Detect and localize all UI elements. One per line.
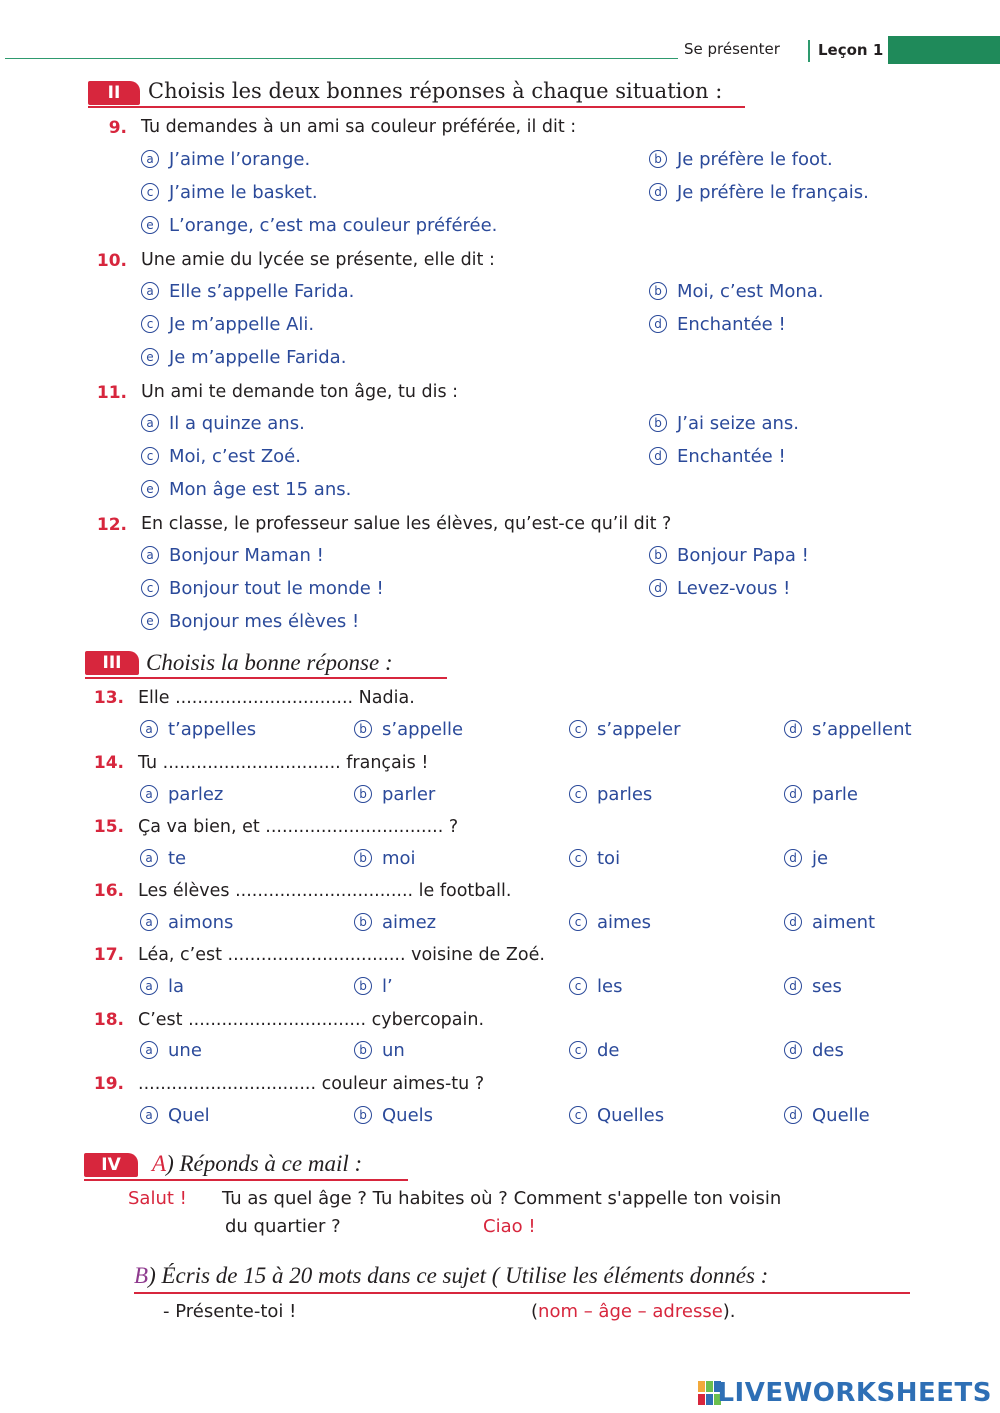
q12-option-c[interactable]	[141, 578, 384, 599]
option-text: Levez-vous !	[677, 578, 791, 599]
option-text: J’aime le basket.	[169, 182, 318, 203]
question-12-number: 12.	[96, 515, 127, 535]
option-text: Enchantée !	[677, 314, 786, 335]
option-letter-icon: c	[141, 447, 159, 465]
header-lesson: Leçon 1	[818, 41, 884, 59]
writing-task: - Présente-toi !	[163, 1301, 297, 1322]
mail-line-1: Tu as quel âge ? Tu habites où ? Comment s'appelle ton voisin	[222, 1188, 782, 1209]
option-text: Enchantée !	[677, 446, 786, 467]
q14-option-a[interactable]	[140, 784, 223, 805]
option-text: aiment	[812, 912, 876, 933]
option-text: un	[382, 1040, 405, 1061]
liveworksheets-logo[interactable]: LIVEWORKSHEETS	[717, 1378, 992, 1408]
question-13-text: Elle ................................ Nadia.	[138, 688, 415, 708]
writing-elements	[531, 1301, 736, 1322]
q9-option-c[interactable]	[141, 182, 318, 203]
question-16-number: 16.	[93, 881, 124, 901]
option-text: aimons	[168, 912, 234, 933]
section-4b-underline	[134, 1292, 910, 1294]
header-rule	[5, 58, 678, 59]
q13-option-d[interactable]	[784, 719, 912, 740]
option-text: aimez	[382, 912, 437, 933]
option-letter-icon: a	[141, 546, 159, 564]
option-text: Bonjour mes élèves !	[169, 611, 360, 632]
paren-open: (	[531, 1301, 539, 1322]
q13-option-a[interactable]	[140, 719, 256, 740]
q19-option-d[interactable]	[784, 1105, 870, 1126]
option-letter-icon: c	[141, 315, 159, 333]
option-text: Je préfère le français.	[677, 182, 869, 203]
q12-option-e[interactable]	[141, 611, 359, 632]
question-15-text: Ça va bien, et ................................ ?	[138, 817, 459, 837]
section-2-badge: II	[88, 81, 140, 105]
q13-option-b[interactable]	[354, 719, 463, 740]
question-15-number: 15.	[93, 817, 124, 837]
option-text: Je m’appelle Farida.	[169, 347, 347, 368]
option-letter-icon: a	[141, 282, 159, 300]
option-text: Bonjour Papa !	[677, 545, 809, 566]
option-letter-icon: c	[569, 1106, 587, 1124]
option-letter-icon: d	[649, 579, 667, 597]
q14-option-b[interactable]	[354, 784, 435, 805]
option-text: Bonjour tout le monde !	[169, 578, 384, 599]
option-letter-icon: c	[141, 579, 159, 597]
option-text: l’	[382, 976, 393, 997]
q11-option-a[interactable]	[141, 413, 305, 434]
part-a-letter: A	[152, 1151, 167, 1176]
option-text: Je préfère le foot.	[677, 149, 833, 170]
q18-option-d[interactable]	[784, 1040, 844, 1061]
q15-option-c[interactable]	[569, 848, 620, 869]
option-text: les	[597, 976, 623, 997]
paren-close: ).	[722, 1301, 736, 1322]
option-text: t’appelles	[168, 719, 257, 740]
option-text: L’orange, c’est ma couleur préférée.	[169, 215, 498, 236]
q10-option-b[interactable]	[649, 281, 824, 302]
option-letter-icon: e	[141, 480, 159, 498]
q11-option-c[interactable]	[141, 446, 301, 467]
option-letter-icon: e	[141, 348, 159, 366]
question-19-text: ................................ couleur aimes-tu ?	[138, 1074, 485, 1094]
option-text: te	[168, 848, 187, 869]
question-18-number: 18.	[93, 1010, 124, 1030]
option-letter-icon: d	[784, 1106, 802, 1124]
option-letter-icon: d	[649, 315, 667, 333]
option-text: ses	[812, 976, 842, 997]
q10-option-d[interactable]	[649, 314, 786, 335]
q9-option-b[interactable]	[649, 149, 833, 170]
q16-option-d[interactable]	[784, 912, 875, 933]
q10-option-c[interactable]	[141, 314, 314, 335]
q12-option-b[interactable]	[649, 545, 809, 566]
q17-option-b[interactable]	[354, 976, 393, 997]
q19-option-a[interactable]	[140, 1105, 210, 1126]
option-text: Moi, c’est Zoé.	[169, 446, 301, 467]
option-letter-icon: d	[784, 849, 802, 867]
option-text: Quelle	[812, 1105, 870, 1126]
q15-option-d[interactable]	[784, 848, 828, 869]
option-text: J’aime l’orange.	[169, 149, 311, 170]
option-text: s’appellent	[812, 719, 912, 740]
question-19-number: 19.	[93, 1074, 124, 1094]
q19-option-b[interactable]	[354, 1105, 433, 1126]
option-letter-icon: a	[140, 1041, 158, 1059]
q17-option-d[interactable]	[784, 976, 842, 997]
option-text: Quelles	[597, 1105, 665, 1126]
option-text: Je m’appelle Ali.	[169, 314, 315, 335]
option-letter-icon: a	[140, 849, 158, 867]
question-17-number: 17.	[93, 945, 124, 965]
option-letter-icon: c	[569, 720, 587, 738]
question-13-number: 13.	[93, 688, 124, 708]
option-letter-icon: a	[141, 150, 159, 168]
q15-option-a[interactable]	[140, 848, 186, 869]
option-letter-icon: c	[569, 1041, 587, 1059]
option-text: toi	[597, 848, 621, 869]
mail-signoff: Ciao !	[483, 1216, 536, 1237]
header-green-bar	[888, 36, 1000, 64]
option-letter-icon: a	[140, 1106, 158, 1124]
q18-option-c[interactable]	[569, 1040, 620, 1061]
q12-option-a[interactable]	[141, 545, 324, 566]
part-a-title-text: ) Réponds à ce mail :	[166, 1151, 363, 1176]
option-letter-icon: a	[140, 720, 158, 738]
header-title: Se présenter	[684, 40, 780, 58]
q19-option-c[interactable]	[569, 1105, 664, 1126]
header-separator	[808, 40, 810, 62]
option-letter-icon: c	[569, 785, 587, 803]
option-letter-icon: b	[354, 849, 372, 867]
part-b-title-text: ) Écris de 15 à 20 mots dans ce sujet ( Utilise les éléments donnés :	[148, 1263, 769, 1288]
option-letter-icon: e	[141, 216, 159, 234]
q17-option-c[interactable]	[569, 976, 622, 997]
q11-option-d[interactable]	[649, 446, 786, 467]
q12-option-d[interactable]	[649, 578, 790, 599]
option-letter-icon: d	[649, 183, 667, 201]
section-2-title: Choisis les deux bonnes réponses à chaque situation :	[148, 79, 723, 103]
section-3-badge: III	[85, 651, 139, 675]
option-letter-icon: a	[140, 785, 158, 803]
option-letter-icon: a	[140, 977, 158, 995]
option-letter-icon: c	[569, 977, 587, 995]
section-3-underline	[85, 677, 447, 679]
option-letter-icon: d	[649, 447, 667, 465]
option-text: Quels	[382, 1105, 434, 1126]
question-12-text: En classe, le professeur salue les élèves, qu’est-ce qu’il dit ?	[141, 514, 672, 534]
option-text: s’appeler	[597, 719, 681, 740]
option-letter-icon: b	[354, 785, 372, 803]
option-text: parlez	[168, 784, 224, 805]
option-letter-icon: b	[649, 546, 667, 564]
option-letter-icon: b	[354, 977, 372, 995]
option-letter-icon: d	[784, 720, 802, 738]
option-letter-icon: b	[649, 414, 667, 432]
q11-option-e[interactable]	[141, 479, 351, 500]
question-18-text: C’est ................................ cybercopain.	[138, 1010, 485, 1030]
q17-option-a[interactable]	[140, 976, 184, 997]
section-4-underline	[84, 1179, 408, 1181]
option-letter-icon: a	[141, 414, 159, 432]
q14-option-d[interactable]	[784, 784, 858, 805]
option-text: Il a quinze ans.	[169, 413, 305, 434]
question-9-number: 9.	[108, 118, 127, 138]
option-text: moi	[382, 848, 416, 869]
option-text: J’ai seize ans.	[677, 413, 800, 434]
option-letter-icon: a	[140, 913, 158, 931]
option-letter-icon: d	[784, 785, 802, 803]
q10-option-a[interactable]	[141, 281, 354, 302]
option-letter-icon: d	[784, 913, 802, 931]
option-text: de	[597, 1040, 620, 1061]
option-letter-icon: b	[354, 1106, 372, 1124]
option-text: des	[812, 1040, 844, 1061]
option-text: parles	[597, 784, 653, 805]
option-letter-icon: d	[784, 1041, 802, 1059]
option-text: aimes	[597, 912, 652, 933]
q16-option-b[interactable]	[354, 912, 436, 933]
q18-option-b[interactable]	[354, 1040, 405, 1061]
option-letter-icon: b	[354, 913, 372, 931]
option-letter-icon: b	[649, 150, 667, 168]
q13-option-c[interactable]	[569, 719, 681, 740]
option-text: je	[812, 848, 829, 869]
option-letter-icon: e	[141, 612, 159, 630]
option-letter-icon: c	[569, 849, 587, 867]
option-letter-icon: b	[649, 282, 667, 300]
option-text: parler	[382, 784, 436, 805]
option-text: parle	[812, 784, 858, 805]
q11-option-b[interactable]	[649, 413, 799, 434]
section-4a-title	[152, 1151, 362, 1177]
option-letter-icon: d	[784, 977, 802, 995]
q16-option-c[interactable]	[569, 912, 651, 933]
mail-greeting: Salut !	[128, 1188, 187, 1209]
question-16-text: Les élèves ................................ le football.	[138, 881, 512, 901]
section-4b-title	[134, 1263, 768, 1289]
q9-option-a[interactable]	[141, 149, 310, 170]
option-text: Quel	[168, 1105, 210, 1126]
section-3-title: Choisis la bonne réponse :	[146, 650, 393, 675]
q9-option-d[interactable]	[649, 182, 869, 203]
question-11-text: Un ami te demande ton âge, tu dis :	[141, 382, 459, 402]
option-letter-icon: c	[569, 913, 587, 931]
question-17-text: Léa, c’est ................................ voisine de Zoé.	[138, 945, 545, 965]
question-14-number: 14.	[93, 753, 124, 773]
q10-option-e[interactable]	[141, 347, 346, 368]
q9-option-e[interactable]	[141, 215, 497, 236]
q16-option-a[interactable]	[140, 912, 233, 933]
option-letter-icon: b	[354, 1041, 372, 1059]
option-letter-icon: c	[141, 183, 159, 201]
q14-option-c[interactable]	[569, 784, 652, 805]
option-text: Elle s’appelle Farida.	[169, 281, 355, 302]
section-4-badge: IV	[84, 1153, 138, 1177]
question-10-number: 10.	[96, 251, 127, 271]
option-letter-icon: b	[354, 720, 372, 738]
option-text: la	[168, 976, 185, 997]
q15-option-b[interactable]	[354, 848, 416, 869]
q18-option-a[interactable]	[140, 1040, 202, 1061]
question-14-text: Tu ................................ français !	[138, 753, 429, 773]
option-text: s’appelle	[382, 719, 464, 740]
question-9-text: Tu demandes à un ami sa couleur préférée, il dit :	[141, 117, 577, 137]
option-text: Mon âge est 15 ans.	[169, 479, 352, 500]
part-b-letter: B	[134, 1263, 149, 1288]
option-text: Moi, c’est Mona.	[677, 281, 824, 302]
mail-line-2: du quartier ?	[225, 1216, 341, 1237]
option-text: une	[168, 1040, 202, 1061]
question-11-number: 11.	[96, 383, 127, 403]
option-text: Bonjour Maman !	[169, 545, 324, 566]
elements-list: nom – âge – adresse	[538, 1301, 723, 1322]
question-10-text: Une amie du lycée se présente, elle dit :	[141, 250, 495, 270]
section-2-underline	[88, 106, 745, 108]
